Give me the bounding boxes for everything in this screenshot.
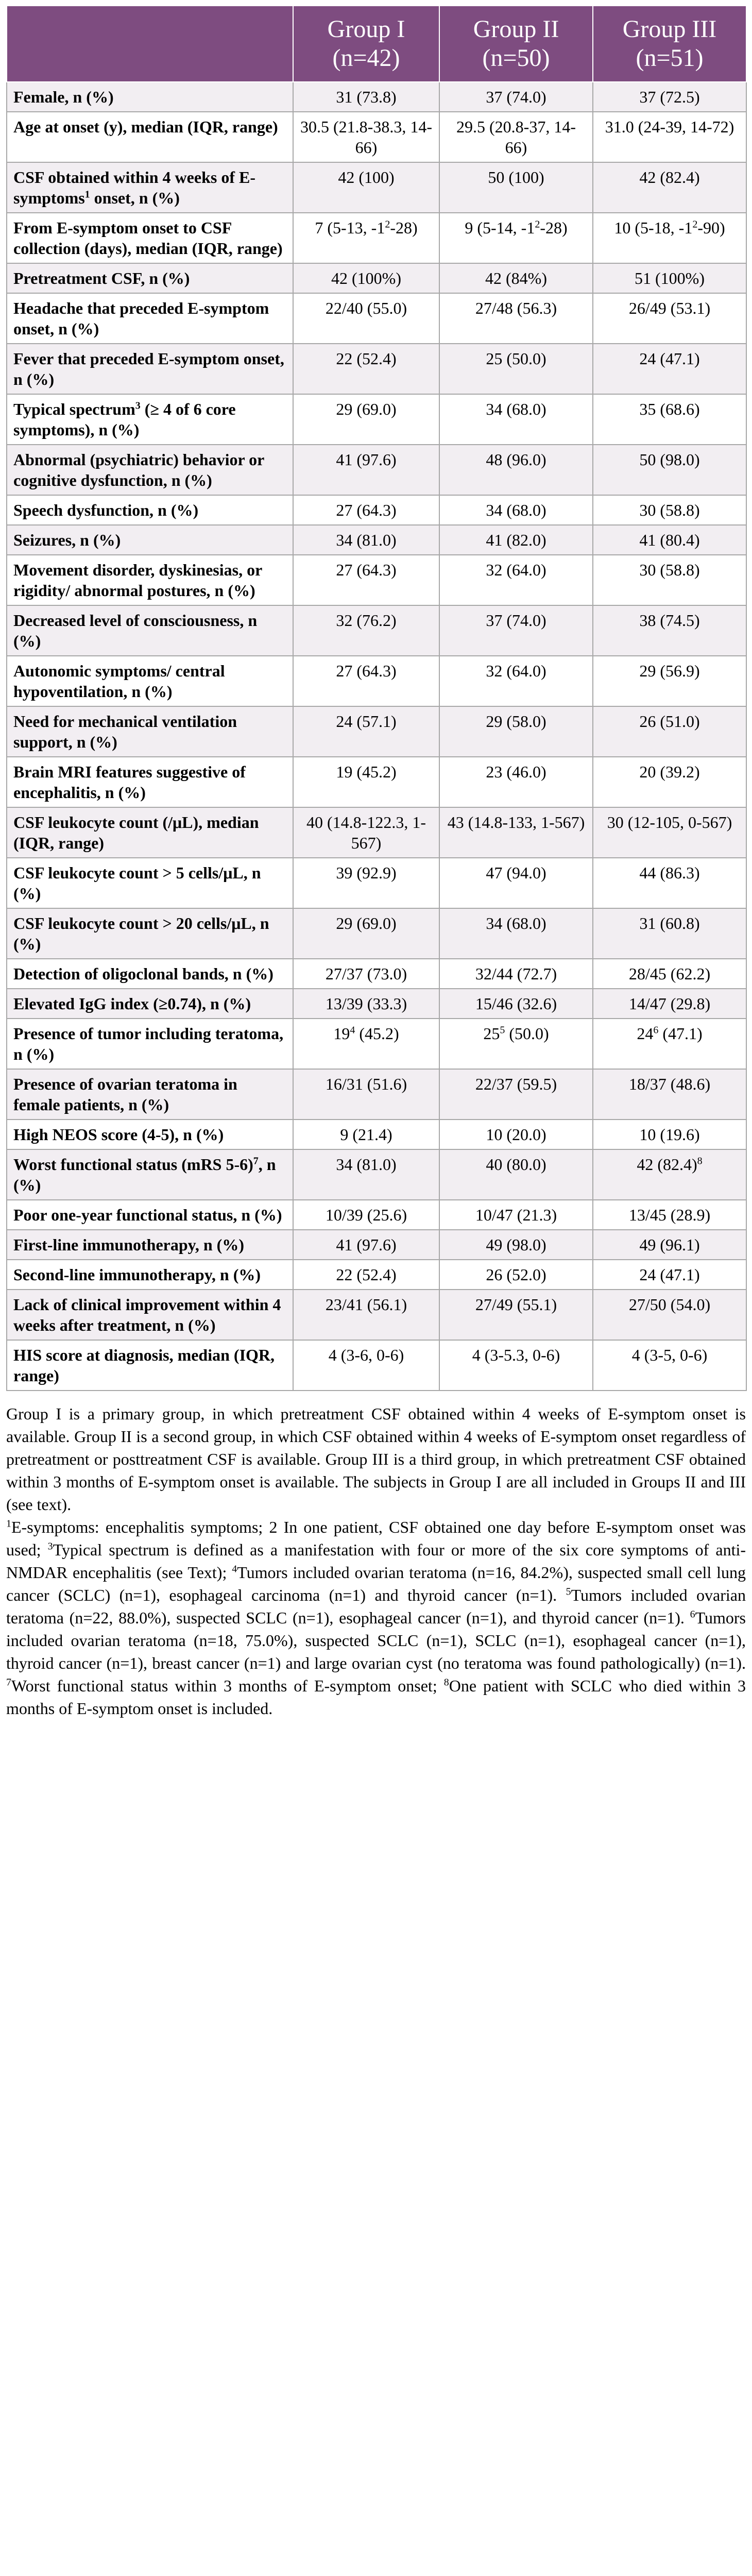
cell-value: 19 bbox=[333, 1024, 350, 1043]
table-row bbox=[7, 908, 746, 959]
footnote-marker: 3 bbox=[135, 400, 141, 412]
footnote-marker: 7 bbox=[253, 1155, 259, 1167]
row-label-text: First-line immunotherapy, n (%) bbox=[13, 1235, 244, 1254]
cell-value: (50.0) bbox=[505, 1024, 549, 1043]
row-label-text: CSF leukocyte count (/μL), median (IQR, range) bbox=[13, 813, 259, 852]
cell-group-2: 22/37 (59.5) bbox=[439, 1069, 593, 1120]
row-label-text: (≥ 4 of 6 core symptoms), n (%) bbox=[13, 400, 236, 439]
footnote-text: Tumors included ovarian teratoma (n=18, 75.0%), suspected SCLC (n=1), SCLC (n=1), esophageal cancer (n=1), thyroid cancer (n=1), breast cancer (n=1) and large ovarian cyst (no teratoma was found pathologically) (n=1). bbox=[6, 1608, 746, 1672]
row-label bbox=[7, 495, 293, 525]
cell-group-1: 42 (100%) bbox=[293, 263, 439, 293]
row-label bbox=[7, 908, 293, 959]
cell-group-2: 32/44 (72.7) bbox=[439, 959, 593, 989]
row-label-text: Second-line immunotherapy, n (%) bbox=[13, 1265, 261, 1284]
table-row bbox=[7, 807, 746, 858]
table-body bbox=[7, 82, 746, 1391]
row-label bbox=[7, 112, 293, 162]
cell-group-3: 51 (100%) bbox=[593, 263, 746, 293]
cell-group-1: 27/37 (73.0) bbox=[293, 959, 439, 989]
row-label bbox=[7, 807, 293, 858]
footnote-marker: 1 bbox=[84, 189, 90, 200]
cell-group-2: 29 (58.0) bbox=[439, 706, 593, 757]
footnote-marker: 8 bbox=[443, 1676, 449, 1688]
row-label bbox=[7, 293, 293, 344]
cell-group-1: 39 (92.9) bbox=[293, 858, 439, 908]
table-header bbox=[7, 6, 746, 82]
header-blank bbox=[7, 6, 293, 82]
cell-group-2: 25 (50.0) bbox=[439, 344, 593, 394]
cell-group-1: 13/39 (33.3) bbox=[293, 989, 439, 1019]
cell-value: -28) bbox=[390, 218, 418, 237]
cell-group-3: 28/45 (62.2) bbox=[593, 959, 746, 989]
cell-group-2: 40 (80.0) bbox=[439, 1149, 593, 1200]
row-label bbox=[7, 394, 293, 445]
cell-group-1 bbox=[293, 213, 439, 263]
row-label-text: onset, n (%) bbox=[90, 189, 180, 207]
cell-group-1: 41 (97.6) bbox=[293, 1230, 439, 1260]
row-label bbox=[7, 162, 293, 213]
cell-group-3 bbox=[593, 213, 746, 263]
row-label-text: Need for mechanical ventilation support, n (%) bbox=[13, 712, 237, 751]
cell-group-2: 23 (46.0) bbox=[439, 757, 593, 807]
cell-group-3: 4 (3-5, 0-6) bbox=[593, 1340, 746, 1391]
row-label bbox=[7, 959, 293, 989]
row-label bbox=[7, 989, 293, 1019]
cell-group-1: 22/40 (55.0) bbox=[293, 293, 439, 344]
row-label bbox=[7, 1260, 293, 1290]
row-label bbox=[7, 1149, 293, 1200]
cell-value: 9 (5-14, -1 bbox=[465, 218, 535, 237]
cell-group-1: 40 (14.8-122.3, 1-567) bbox=[293, 807, 439, 858]
cell-value: 10 (5-18, -1 bbox=[614, 218, 693, 237]
cell-value: 42 (82.4) bbox=[637, 1155, 697, 1174]
footnote-text: Tumors included ovarian teratoma (n=22, 88.0%), suspected SCLC (n=1), esophageal cancer (n=1), and thyroid cancer (n=1). bbox=[6, 1586, 746, 1627]
cell-group-3: 18/37 (48.6) bbox=[593, 1069, 746, 1120]
row-label bbox=[7, 344, 293, 394]
cell-group-3 bbox=[593, 1149, 746, 1200]
cell-group-2: 48 (96.0) bbox=[439, 445, 593, 495]
cell-group-3: 27/50 (54.0) bbox=[593, 1290, 746, 1340]
table-row bbox=[7, 1019, 746, 1069]
cell-value: -90) bbox=[697, 218, 725, 237]
row-label bbox=[7, 82, 293, 112]
cell-group-1: 29 (69.0) bbox=[293, 394, 439, 445]
cell-group-2: 49 (98.0) bbox=[439, 1230, 593, 1260]
cell-group-2: 4 (3-5.3, 0-6) bbox=[439, 1340, 593, 1391]
table-row bbox=[7, 394, 746, 445]
footnote-marker: 8 bbox=[697, 1155, 703, 1167]
cell-group-3: 10 (19.6) bbox=[593, 1120, 746, 1149]
cell-group-1: 10/39 (25.6) bbox=[293, 1200, 439, 1230]
table-row bbox=[7, 1230, 746, 1260]
cell-group-1: 30.5 (21.8-38.3, 14-66) bbox=[293, 112, 439, 162]
cell-group-1: 32 (76.2) bbox=[293, 605, 439, 656]
table-row bbox=[7, 989, 746, 1019]
cell-value: 7 (5-13, -1 bbox=[315, 218, 385, 237]
row-label-text: Autonomic symptoms/ central hypoventilation, n (%) bbox=[13, 662, 225, 701]
cell-group-3: 37 (72.5) bbox=[593, 82, 746, 112]
cell-group-3: 24 (47.1) bbox=[593, 1260, 746, 1290]
cell-group-1: 9 (21.4) bbox=[293, 1120, 439, 1149]
cell-value: -28) bbox=[540, 218, 568, 237]
cell-group-3 bbox=[593, 1019, 746, 1069]
table-row bbox=[7, 1149, 746, 1200]
row-label bbox=[7, 263, 293, 293]
cell-value: 25 bbox=[483, 1024, 500, 1043]
table-document bbox=[6, 5, 746, 1720]
header-group-1: Group I (n=42) bbox=[293, 6, 439, 82]
row-label-text: Presence of ovarian teratoma in female patients, n (%) bbox=[13, 1075, 237, 1114]
cell-group-2: 34 (68.0) bbox=[439, 495, 593, 525]
cell-group-2: 50 (100) bbox=[439, 162, 593, 213]
cell-group-3: 20 (39.2) bbox=[593, 757, 746, 807]
row-label-text: Age at onset (y), median (IQR, range) bbox=[13, 117, 278, 136]
cell-group-3: 13/45 (28.9) bbox=[593, 1200, 746, 1230]
cell-group-2: 27/49 (55.1) bbox=[439, 1290, 593, 1340]
row-label-text: Poor one-year functional status, n (%) bbox=[13, 1206, 282, 1224]
footnote-marker: 1 bbox=[6, 1518, 11, 1530]
cell-group-1: 4 (3-6, 0-6) bbox=[293, 1340, 439, 1391]
cell-group-2: 42 (84%) bbox=[439, 263, 593, 293]
cell-group-2: 41 (82.0) bbox=[439, 525, 593, 555]
cell-group-1: 31 (73.8) bbox=[293, 82, 439, 112]
cell-group-1: 24 (57.1) bbox=[293, 706, 439, 757]
row-label-text: Lack of clinical improvement within 4 weeks after treatment, n (%) bbox=[13, 1295, 281, 1334]
cell-group-3: 38 (74.5) bbox=[593, 605, 746, 656]
cell-group-2: 32 (64.0) bbox=[439, 555, 593, 605]
row-label bbox=[7, 555, 293, 605]
cell-group-1 bbox=[293, 1019, 439, 1069]
cell-group-1: 41 (97.6) bbox=[293, 445, 439, 495]
table-row bbox=[7, 293, 746, 344]
row-label bbox=[7, 858, 293, 908]
table-row bbox=[7, 82, 746, 112]
cell-group-2: 29.5 (20.8-37, 14-66) bbox=[439, 112, 593, 162]
row-label bbox=[7, 525, 293, 555]
row-label-text: CSF leukocyte count > 5 cells/μL, n (%) bbox=[13, 863, 261, 903]
table-row bbox=[7, 1069, 746, 1120]
row-label bbox=[7, 706, 293, 757]
cell-group-1: 34 (81.0) bbox=[293, 1149, 439, 1200]
table-row bbox=[7, 605, 746, 656]
table-row bbox=[7, 1200, 746, 1230]
cell-group-1: 27 (64.3) bbox=[293, 495, 439, 525]
row-label-text: Decreased level of consciousness, n (%) bbox=[13, 611, 258, 650]
row-label-text: From E-symptom onset to CSF collection (days), median (IQR, range) bbox=[13, 218, 283, 258]
cell-value: (47.1) bbox=[658, 1024, 703, 1043]
cell-group-3: 49 (96.1) bbox=[593, 1230, 746, 1260]
cell-group-2: 43 (14.8-133, 1-567) bbox=[439, 807, 593, 858]
footnote-marker: 3 bbox=[47, 1540, 53, 1552]
cell-group-1: 23/41 (56.1) bbox=[293, 1290, 439, 1340]
row-label-text: Pretreatment CSF, n (%) bbox=[13, 269, 190, 287]
row-label-text: Presence of tumor including teratoma, n (%) bbox=[13, 1024, 284, 1063]
cell-group-2 bbox=[439, 213, 593, 263]
row-label bbox=[7, 1200, 293, 1230]
cell-group-1: 27 (64.3) bbox=[293, 656, 439, 706]
header-group-3: Group III (n=51) bbox=[593, 6, 746, 82]
row-label bbox=[7, 1230, 293, 1260]
footnote-marker: 2 bbox=[535, 218, 540, 230]
cell-group-1: 34 (81.0) bbox=[293, 525, 439, 555]
row-label-text: , n (%) bbox=[13, 1155, 276, 1194]
cell-group-2: 26 (52.0) bbox=[439, 1260, 593, 1290]
footnote-marker: 4 bbox=[350, 1024, 355, 1036]
cell-group-3: 35 (68.6) bbox=[593, 394, 746, 445]
cell-group-2 bbox=[439, 1019, 593, 1069]
cell-group-2: 32 (64.0) bbox=[439, 656, 593, 706]
table-row bbox=[7, 757, 746, 807]
table-row bbox=[7, 959, 746, 989]
row-label-text: Detection of oligoclonal bands, n (%) bbox=[13, 964, 274, 983]
table-row bbox=[7, 1340, 746, 1391]
row-label bbox=[7, 1069, 293, 1120]
table-row bbox=[7, 1290, 746, 1340]
footnote-text: Typical spectrum is defined as a manifestation with four or more of the six core symptoms of anti-NMDAR encephalitis (see Text); bbox=[6, 1540, 746, 1582]
footnote-marker: 2 bbox=[692, 218, 698, 230]
cell-group-3: 30 (12-105, 0-567) bbox=[593, 807, 746, 858]
table-row bbox=[7, 656, 746, 706]
footnote-marker: 6 bbox=[690, 1608, 695, 1620]
footnote-text: E-symptoms: encephalitis symptoms; 2 In one patient, CSF obtained one day before E-symptom onset was used; bbox=[6, 1518, 746, 1559]
table-row bbox=[7, 213, 746, 263]
row-label bbox=[7, 445, 293, 495]
cell-group-3: 29 (56.9) bbox=[593, 656, 746, 706]
cell-group-3: 26/49 (53.1) bbox=[593, 293, 746, 344]
footnote-details bbox=[6, 1516, 746, 1720]
cell-value: 24 bbox=[637, 1024, 654, 1043]
cell-group-1: 19 (45.2) bbox=[293, 757, 439, 807]
row-label-text: Movement disorder, dyskinesias, or rigidity/ abnormal postures, n (%) bbox=[13, 561, 262, 600]
row-label-text: Brain MRI features suggestive of encephalitis, n (%) bbox=[13, 762, 246, 802]
cell-group-2: 34 (68.0) bbox=[439, 394, 593, 445]
cell-group-1: 29 (69.0) bbox=[293, 908, 439, 959]
cell-group-3: 44 (86.3) bbox=[593, 858, 746, 908]
row-label-text: HIS score at diagnosis, median (IQR, range) bbox=[13, 1346, 275, 1385]
cell-group-3: 26 (51.0) bbox=[593, 706, 746, 757]
cell-group-3: 50 (98.0) bbox=[593, 445, 746, 495]
cell-group-3: 14/47 (29.8) bbox=[593, 989, 746, 1019]
row-label bbox=[7, 1019, 293, 1069]
row-label bbox=[7, 757, 293, 807]
cell-group-3: 30 (58.8) bbox=[593, 555, 746, 605]
footnote-text: Worst functional status within 3 months of E-symptom onset; bbox=[11, 1676, 444, 1695]
footnote-groups: Group I is a primary group, in which pretreatment CSF obtained within 4 weeks of E-symptom onset is available. Group II is a second group, in which CSF obtained within 4 weeks of E-symptom onset regardless of pretreatment or posttreatment CSF is available. Group III is a third group, in which pretreatment CSF obtained within 3 months of E-symptom onset is available. The subjects in Group I are all included in Groups II and III (see text). bbox=[6, 1404, 746, 1514]
cell-group-2: 27/48 (56.3) bbox=[439, 293, 593, 344]
row-label-text: Seizures, n (%) bbox=[13, 531, 121, 549]
cell-group-2: 10 (20.0) bbox=[439, 1120, 593, 1149]
row-label-text: Female, n (%) bbox=[13, 88, 114, 106]
row-label-text: Worst functional status (mRS 5-6) bbox=[13, 1155, 253, 1174]
cell-group-3: 24 (47.1) bbox=[593, 344, 746, 394]
cell-group-1: 22 (52.4) bbox=[293, 1260, 439, 1290]
cell-group-2: 10/47 (21.3) bbox=[439, 1200, 593, 1230]
cell-group-3: 42 (82.4) bbox=[593, 162, 746, 213]
row-label bbox=[7, 605, 293, 656]
cell-group-1: 42 (100) bbox=[293, 162, 439, 213]
table-row bbox=[7, 344, 746, 394]
row-label-text: Abnormal (psychiatric) behavior or cognitive dysfunction, n (%) bbox=[13, 450, 264, 489]
cell-group-3: 30 (58.8) bbox=[593, 495, 746, 525]
data-table bbox=[6, 5, 747, 1391]
table-row bbox=[7, 1260, 746, 1290]
cell-group-1: 27 (64.3) bbox=[293, 555, 439, 605]
footnote-marker: 5 bbox=[566, 1586, 571, 1598]
row-label-text: High NEOS score (4-5), n (%) bbox=[13, 1125, 224, 1144]
row-label-text: Headache that preceded E-symptom onset, n (%) bbox=[13, 299, 269, 338]
table-row bbox=[7, 555, 746, 605]
footnote-marker: 5 bbox=[500, 1024, 505, 1036]
row-label-text: Typical spectrum bbox=[13, 400, 135, 418]
cell-group-2: 47 (94.0) bbox=[439, 858, 593, 908]
table-row bbox=[7, 706, 746, 757]
row-label bbox=[7, 1290, 293, 1340]
cell-value: (45.2) bbox=[355, 1024, 399, 1043]
table-row bbox=[7, 495, 746, 525]
cell-group-2: 34 (68.0) bbox=[439, 908, 593, 959]
table-row bbox=[7, 525, 746, 555]
row-label-text: CSF obtained within 4 weeks of E-symptoms bbox=[13, 168, 255, 207]
row-label bbox=[7, 1340, 293, 1391]
footnote-marker: 2 bbox=[385, 218, 390, 230]
row-label-text: Elevated IgG index (≥0.74), n (%) bbox=[13, 994, 251, 1013]
footnote-text: One patient with SCLC who died within 3 months of E-symptom onset is included. bbox=[6, 1676, 746, 1718]
table-row bbox=[7, 858, 746, 908]
cell-group-3: 31.0 (24-39, 14-72) bbox=[593, 112, 746, 162]
table-row bbox=[7, 112, 746, 162]
row-label-text: CSF leukocyte count > 20 cells/μL, n (%) bbox=[13, 914, 269, 953]
footnote-text: Tumors included ovarian teratoma (n=16, 84.2%), suspected small cell lung cancer (SCLC) (n=1), esophageal carcinoma (n=1) and thyroid cancer (n=1). bbox=[6, 1563, 746, 1604]
row-label bbox=[7, 1120, 293, 1149]
cell-group-3: 41 (80.4) bbox=[593, 525, 746, 555]
table-row bbox=[7, 162, 746, 213]
cell-group-1: 16/31 (51.6) bbox=[293, 1069, 439, 1120]
cell-group-2: 37 (74.0) bbox=[439, 82, 593, 112]
row-label-text: Fever that preceded E-symptom onset, n (%) bbox=[13, 349, 284, 388]
cell-group-3: 31 (60.8) bbox=[593, 908, 746, 959]
row-label bbox=[7, 213, 293, 263]
footnote-marker: 7 bbox=[6, 1676, 11, 1688]
row-label bbox=[7, 656, 293, 706]
table-row bbox=[7, 1120, 746, 1149]
header-group-2: Group II (n=50) bbox=[439, 6, 593, 82]
table-row bbox=[7, 263, 746, 293]
footnote-marker: 6 bbox=[653, 1024, 659, 1036]
row-label-text: Speech dysfunction, n (%) bbox=[13, 501, 199, 519]
cell-group-2: 15/46 (32.6) bbox=[439, 989, 593, 1019]
footnote-marker: 4 bbox=[232, 1563, 237, 1575]
table-footnotes bbox=[6, 1402, 746, 1720]
cell-group-2: 37 (74.0) bbox=[439, 605, 593, 656]
table-row bbox=[7, 445, 746, 495]
cell-group-1: 22 (52.4) bbox=[293, 344, 439, 394]
